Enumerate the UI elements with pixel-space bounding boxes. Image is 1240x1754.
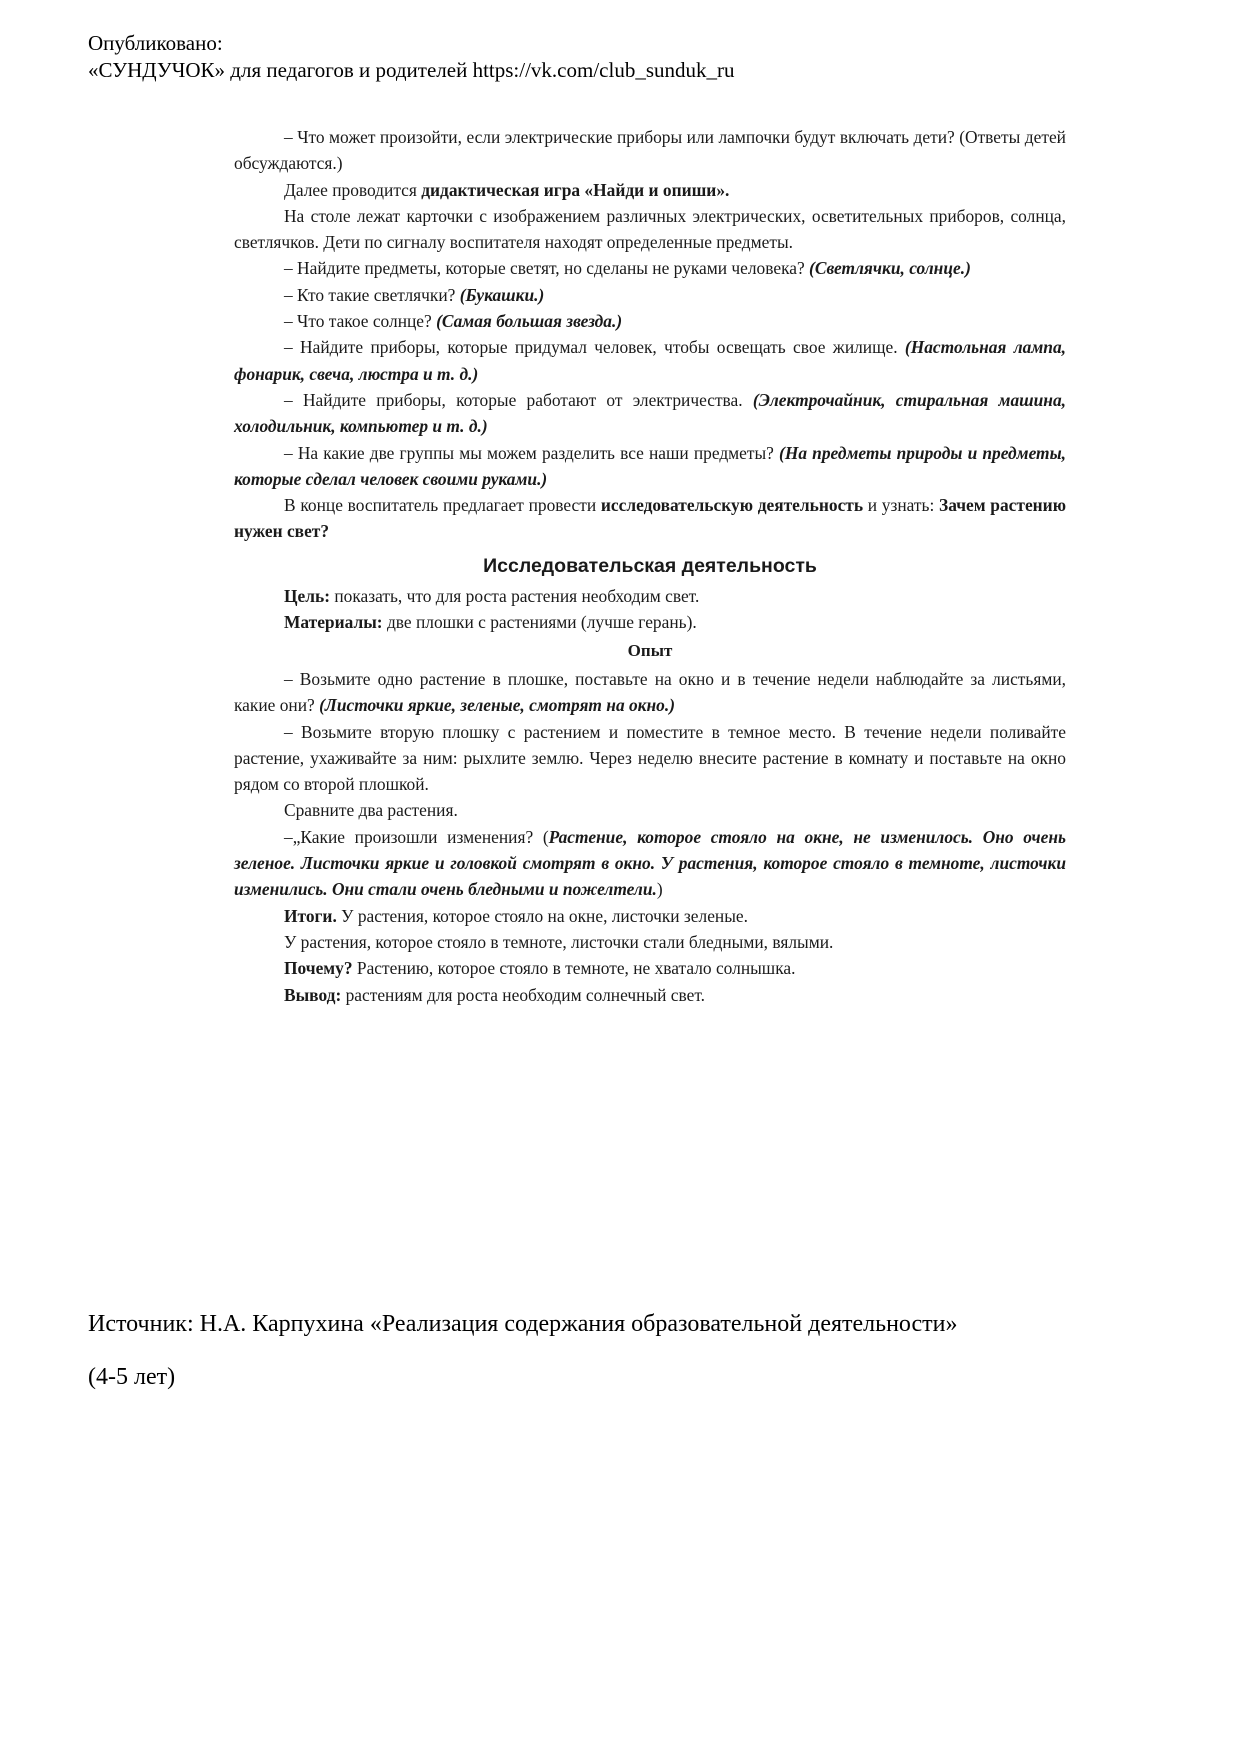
scanned-page-content (234, 124, 1066, 1008)
paragraph-goal: Цель: показать, что для роста растения необходим свет. (284, 586, 700, 607)
paragraph-fireflies: – Кто такие светлячки? (Букашки.) (284, 284, 545, 305)
game-name: дидактическая игра «Найди и опиши». (421, 179, 730, 200)
paragraph-sun: – Что такое солнце? (Самая большая звезда.) (284, 311, 623, 332)
paragraph-two-groups: – На какие две группы мы можем разделить все наши предметы? (На предметы природы и предметы, которые сделал человек своими руками.) (234, 442, 1066, 489)
experiment-title: Опыт (627, 640, 673, 660)
paragraph-research-intro: В конце воспитатель предлагает провести исследовательскую деятельность и узнать: Зачем растению нужен свет? (234, 495, 1066, 542)
paragraph-materials: Материалы: две плошки с растениями (лучше герань). (284, 612, 697, 633)
paragraph-conclusion: Вывод: растениям для роста необходим солнечный свет. (284, 984, 705, 1005)
paragraph-question-devices: – Что может произойти, если электрические приборы или лампочки будут включать дети? (Ответы детей обсуждаются.) (234, 127, 1066, 174)
paragraph-cards: На столе лежат карточки с изображением различных электрических, осветительных приборов, солнца, светлячков. Дети по сигналу воспитателя находят определенные предметы. (234, 205, 1066, 253)
paragraph-electric-devices: – Найдите приборы, которые работают от электричества. (Электрочайник, стиральная машина, холодильник, компьютер и т. д.) (234, 389, 1066, 437)
paragraph-natural-light: – Найдите предметы, которые светят, но сделаны не руками человека? (Светлячки, солнце.) (284, 258, 971, 279)
source-citation (88, 1298, 1168, 1404)
paragraph-results-dark: У растения, которое стояло в темноте, листочки стали бледными, вялыми. (284, 931, 834, 952)
source-line: Источник: Н.А. Карпухина «Реализация содержания образовательной деятельности» (88, 1311, 958, 1337)
publisher-line: «СУНДУЧОК» для педагогов и родителей https://vk.com/club_sunduk_ru (88, 58, 735, 82)
paragraph-lighting-devices: – Найдите приборы, которые придумал человек, чтобы освещать свое жилище. (Настольная лампа, фонарик, свеча, люстра и т. д.) (234, 337, 1066, 384)
paragraph-experiment-step2: – Возьмите вторую плошку с растением и поместите в темное место. В течение недели поливайте растение, ухаживайте за ним: рыхлите землю. Через неделю внесите растение в комнату и поставьте на окно рядом со второй плошкой. (234, 721, 1066, 795)
paragraph-experiment-step1: – Возьмите одно растение в плошке, поставьте на окно и в течение недели наблюдайте за листьями, какие они? (Листочки яркие, зеленые, смотрят на окно.) (234, 668, 1066, 716)
section-title: Исследовательская деятельность (483, 554, 817, 577)
paragraph-compare: Сравните два растения. (284, 800, 458, 821)
paragraph-changes: –„Какие произошли изменения? (Растение, которое стояло на окне, не изменилось. Оно очень зеленое. Листочки яркие и головкой смотрят в окно. У растения, которое стояло в темноте, листочки изменились. Они стали очень бледными и пожелтели.) (234, 826, 1066, 900)
paragraph-results: Итоги. У растения, которое стояло на окне, листочки зеленые. (284, 905, 748, 926)
publication-header (88, 30, 735, 84)
paragraph-game-intro: Далее проводится дидактическая игра «Найди и опиши». (284, 179, 730, 200)
source-age: (4-5 лет) (88, 1364, 176, 1390)
paragraph-why: Почему? Растению, которое стояло в темноте, не хватало солнышка. (284, 958, 796, 979)
published-label: Опубликовано: (88, 31, 223, 55)
